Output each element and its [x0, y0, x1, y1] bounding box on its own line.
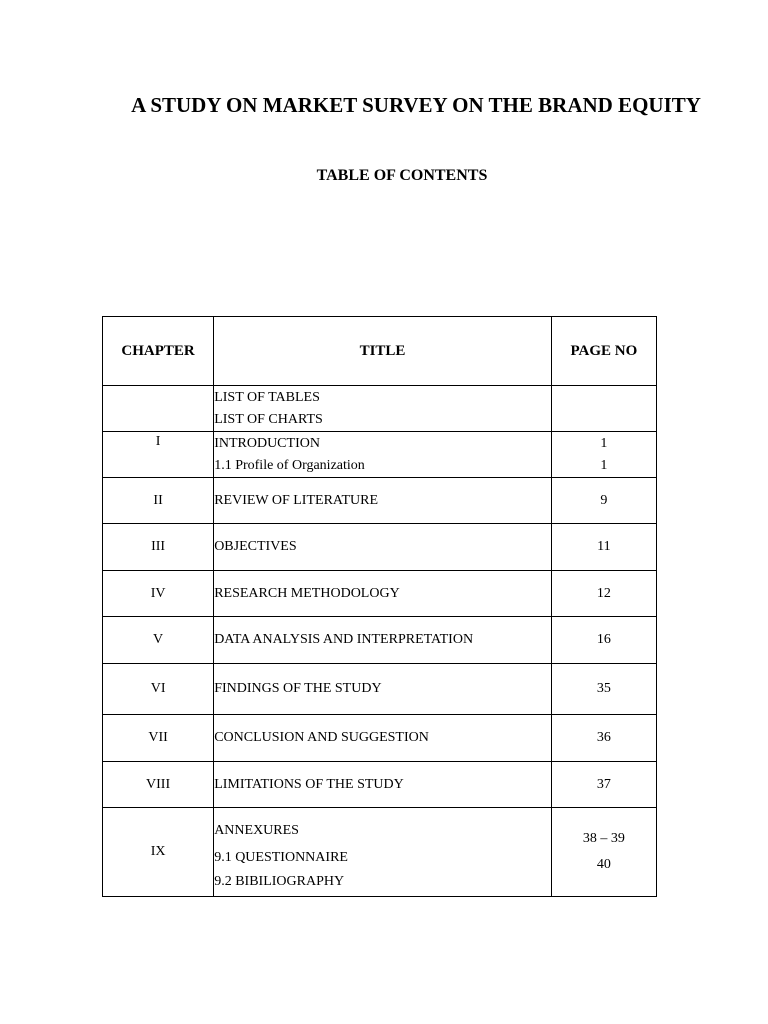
table-row — [103, 808, 657, 897]
list-of-tables-entry: LIST OF TABLES — [214, 389, 320, 405]
title-cell: REVIEW OF LITERATURE — [214, 478, 552, 524]
title-cell — [214, 386, 552, 432]
chapter-cell: III — [103, 524, 214, 571]
table-row — [103, 478, 657, 524]
page-number: 1 — [600, 435, 608, 451]
questionnaire-entry: 9.1 QUESTIONNAIRE — [214, 850, 348, 865]
document-title: A STUDY ON MARKET SURVEY ON THE BRAND EQUITY — [131, 93, 701, 117]
chapter-cell: VII — [103, 715, 214, 762]
chapter-cell: I — [103, 432, 214, 478]
title-cell: FINDINGS OF THE STUDY — [214, 664, 552, 715]
chapter-cell: VIII — [103, 762, 214, 808]
bibliography-entry: 9.2 BIBILIOGRAPHY — [214, 874, 345, 889]
page-cell: 11 — [551, 524, 656, 571]
title-cell: DATA ANALYSIS AND INTERPRETATION — [214, 617, 552, 664]
page-cell — [551, 432, 656, 478]
chapter-cell: VI — [103, 664, 214, 715]
table-row — [103, 524, 657, 571]
annexures-entry: ANNEXURES — [214, 823, 299, 838]
title-cell: LIMITATIONS OF THE STUDY — [214, 762, 552, 808]
chapter-cell: IV — [103, 571, 214, 617]
page-number: 38 – 39 — [582, 831, 625, 846]
page-header: PAGE NO — [551, 317, 656, 386]
chapter-cell: II — [103, 478, 214, 524]
table-row — [103, 432, 657, 478]
chapter-header: CHAPTER — [103, 317, 214, 386]
page-cell: 12 — [551, 571, 656, 617]
chapter-cell: IX — [103, 808, 214, 897]
title-cell: CONCLUSION AND SUGGESTION — [214, 715, 552, 762]
chapter-cell — [103, 386, 214, 432]
title-cell: OBJECTIVES — [214, 524, 552, 571]
page-number: 40 — [596, 857, 611, 872]
title-cell — [214, 808, 552, 897]
table-row — [103, 386, 657, 432]
table-row — [103, 617, 657, 664]
title-header: TITLE — [214, 317, 552, 386]
title-cell: RESEARCH METHODOLOGY — [214, 571, 552, 617]
toc-heading: TABLE OF CONTENTS — [316, 167, 488, 184]
profile-entry: 1.1 Profile of Organization — [214, 457, 365, 473]
page-number: 1 — [600, 457, 608, 473]
page-cell: 16 — [551, 617, 656, 664]
page-cell: 36 — [551, 715, 656, 762]
page-cell — [551, 808, 656, 897]
page-cell: 9 — [551, 478, 656, 524]
table-row — [103, 571, 657, 617]
list-of-charts-entry: LIST OF CHARTS — [214, 411, 323, 427]
introduction-entry: INTRODUCTION — [214, 435, 320, 451]
table-row — [103, 664, 657, 715]
page-cell: 37 — [551, 762, 656, 808]
title-cell — [214, 432, 552, 478]
page-cell: 35 — [551, 664, 656, 715]
toc-table — [102, 316, 657, 897]
table-row — [103, 715, 657, 762]
toc-header-row — [103, 317, 657, 386]
chapter-cell: V — [103, 617, 214, 664]
page-cell — [551, 386, 656, 432]
table-row — [103, 762, 657, 808]
